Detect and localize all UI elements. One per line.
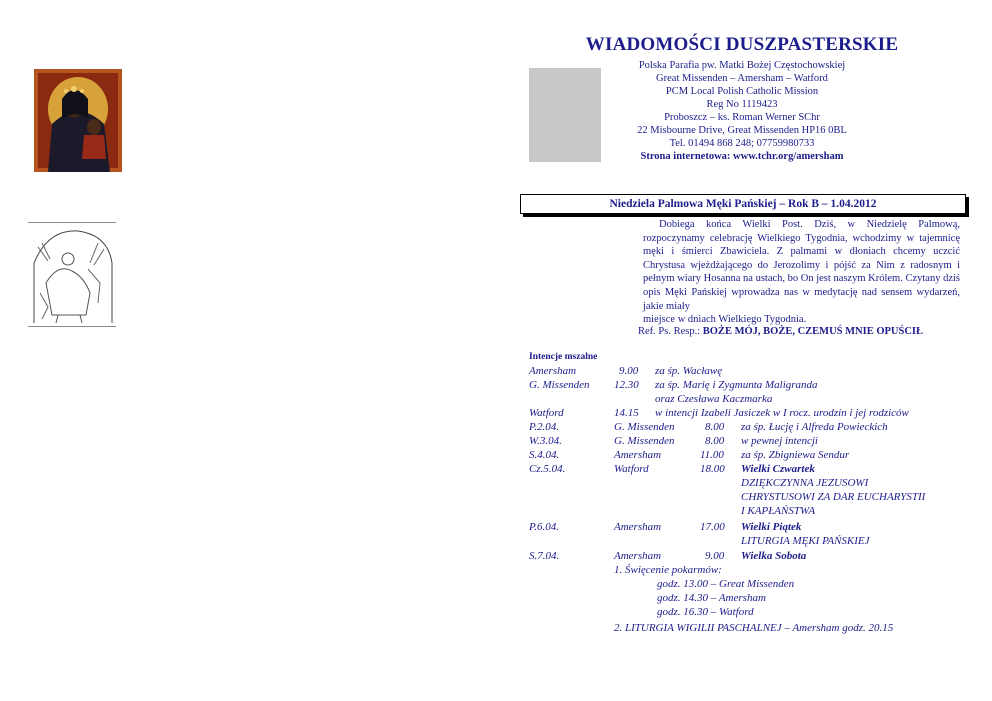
intention-time: 12.30	[614, 379, 639, 391]
parish-header	[560, 34, 924, 163]
easter-vigil-line: 2. LITURGIA WIGILII PASCHALNEJ – Amersham godz. 20.15	[614, 622, 894, 634]
website-line: Strona internetowa: www.tchr.org/amersham	[640, 151, 844, 162]
intention-text: I KAPŁAŃSTWA	[741, 505, 816, 517]
intention-text: DZIĘKCZYNNA JEZUSOWI	[741, 477, 869, 489]
intention-time: 17.00	[700, 521, 725, 533]
intention-time: 8.00	[705, 435, 725, 447]
intention-day: S.7.04.	[529, 550, 560, 562]
intention-place: Amersham	[614, 521, 662, 533]
psalm-label: Ref. Ps. Resp.:	[638, 326, 701, 337]
intention-text: za śp. Wacławę	[655, 365, 723, 377]
intro-text: Dobiega końca Wielki Post. Dziś, w Niedzielę Palmową, rozpoczynamy celebrację Wielkiego Tygodnia, wchodzimy w tajemnicę męki i śmierci Zbawiciela. Z palmami w dłoniach chcemy uczcić Chrystusa wjeżdżającego do Jerozolimy i pójść za Nim z radosnym i pełnym wiary Hosanna na ustach, bo On jest naszym Królem. Czytany dziś opis Męki Pańskiej wprowadza nas w medytację nad sensem wydarzeń, jakie miały	[643, 219, 960, 312]
intention-day: Cz.5.04.	[529, 463, 566, 475]
intention-place: G. Missenden	[614, 421, 675, 433]
intention-text: w pewnej intencji	[741, 435, 818, 447]
intention-text: CHRYSTUSOWI ZA DAR EUCHARYSTII	[741, 491, 926, 503]
blessing-time: godz. 13.00 – Great Missenden	[657, 578, 795, 590]
intention-place: G. Missenden	[614, 435, 675, 447]
page-title: WIADOMOŚCI DUSZPASTERSKIE	[585, 34, 899, 55]
madonna-icon	[34, 69, 122, 172]
header-line: Great Missenden – Amersham – Watford	[656, 73, 828, 84]
intention-day: S.4.04.	[529, 449, 560, 461]
intention-place: Amersham	[614, 449, 662, 461]
holy-saturday-title: Wielka Sobota	[741, 550, 807, 562]
blessing-heading: 1. Święcenie pokarmów:	[614, 564, 722, 576]
intention-text: za śp. Łucję i Alfreda Powieckich	[741, 421, 888, 433]
intention-place: Watford	[614, 463, 649, 475]
intention-place: Amersham	[529, 365, 577, 377]
sunday-banner: Niedziela Palmowa Męki Pańskiej – Rok B – 1.04.2012	[520, 194, 966, 214]
intention-text: za śp. Marię i Zygmunta Maligranda	[655, 379, 818, 391]
header-line: Reg No 1119423	[706, 99, 778, 110]
psalm-response	[638, 326, 923, 337]
intention-day: W.3.04.	[529, 435, 562, 447]
header-line: Polska Parafia pw. Matki Bożej Częstochowskiej	[638, 60, 846, 71]
good-friday-title: Wielki Piątek	[741, 521, 802, 533]
blessing-time: godz. 14.30 – Amersham	[657, 592, 766, 604]
header-line: Tel. 01494 868 248; 07759980733	[669, 138, 815, 149]
intention-text: w intencji Izabeli Jasiczek w I rocz. urodzin i jej rodziców	[655, 407, 909, 419]
header-line: PCM Local Polish Catholic Mission	[665, 86, 819, 97]
intention-time: 8.00	[705, 421, 725, 433]
intention-text: oraz Czesława Kaczmarka	[655, 393, 773, 405]
header-line: Proboszcz – ks. Roman Werner SChr	[664, 112, 820, 123]
intention-text: za śp. Zbigniewa Sendur	[741, 449, 850, 461]
intention-time: 18.00	[700, 463, 725, 475]
palm-sunday-drawing	[28, 222, 116, 327]
intention-time: 14.15	[614, 407, 639, 419]
holy-thursday-title: Wielki Czwartek	[741, 463, 815, 475]
intentions-heading: Intencje mszalne	[529, 352, 598, 362]
intro-paragraph	[643, 218, 960, 313]
intention-day: P.2.04.	[529, 421, 560, 433]
intro-last-line: miejsce w dniach Wielkiego Tygodnia.	[643, 314, 807, 325]
header-line: 22 Misbourne Drive, Great Missenden HP16 0BL	[637, 125, 847, 136]
intention-time: 11.00	[700, 449, 724, 461]
intention-place: Watford	[529, 407, 564, 419]
intention-day: P.6.04.	[529, 521, 560, 533]
intention-text: LITURGIA MĘKI PAŃSKIEJ	[741, 535, 870, 547]
psalm-text: BOŻE MÓJ, BOŻE, CZEMUŚ MNIE OPUŚCIŁ	[702, 326, 924, 337]
intention-time: 9.00	[619, 365, 639, 377]
intention-place: Amersham	[614, 550, 662, 562]
intention-place: G. Missenden	[529, 379, 590, 391]
blessing-time: godz. 16.30 – Watford	[657, 606, 754, 618]
intention-time: 9.00	[705, 550, 725, 562]
